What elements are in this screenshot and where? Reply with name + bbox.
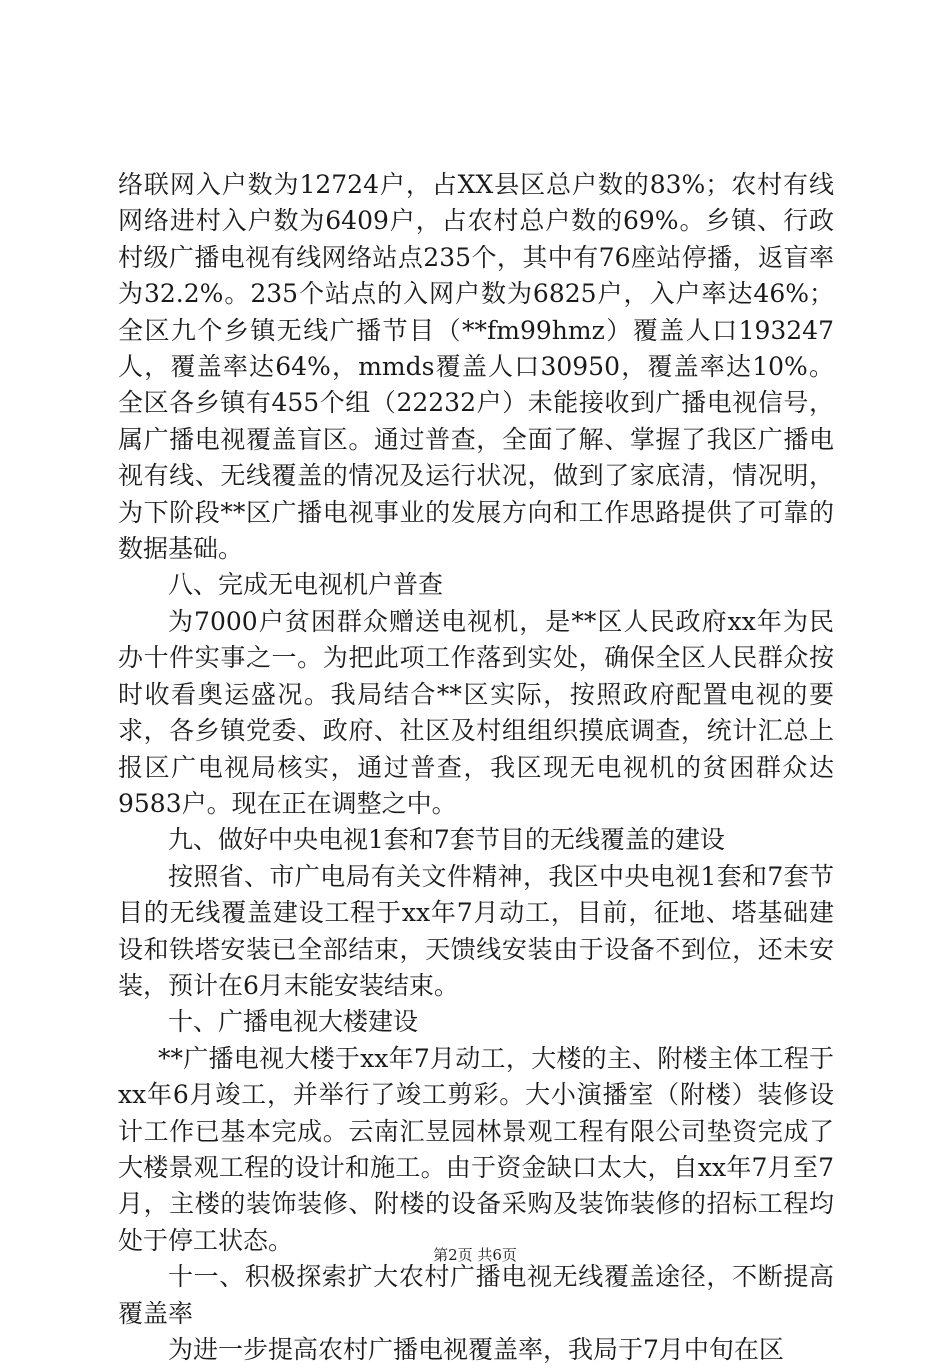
heading-section-11: 十一、积极探索扩大农村广播电视无线覆盖途径，不断提高覆盖率 xyxy=(118,1262,834,1328)
heading-section-10: 十、广播电视大楼建设 xyxy=(168,1007,419,1037)
paragraph-coverage-stats: 络联网入户数为12724户，占XX县区总户数的83%；农村有线网络进村入户数为6409户，占农村总户数的69%。乡镇、行政村级广播电视有线网络站点235个，其中有76座站停播，返盲率为32.2%。235个站点的入网户数为6825户，入户率达46%；全区九个乡镇无线广播节目（**fm99hmz）覆盖人口193247人，覆盖率达64%，mmds覆盖人口30950，覆盖率达10%。全区各乡镇有455个组（22232户）未能接收到广播电视信号，属广播电视覆盖盲区。通过普查，全面了解、掌握了我区广播电视有线、无线覆盖的情况及运行状况，做到了家底清，情况明，为下阶段**区广播电视事业的发展方向和工作思路提供了可靠的数据基础。 xyxy=(118,170,834,564)
heading-section-9: 九、做好中央电视1套和7套节目的无线覆盖的建设 xyxy=(168,825,725,855)
document-body xyxy=(118,167,834,1368)
page-number-footer: 第2页 共6页 xyxy=(433,1246,517,1264)
paragraph-cctv-coverage: 按照省、市广电局有关文件精神，我区中央电视1套和7套节目的无线覆盖建设工程于xx年7月动工，目前，征地、塔基础建设和铁塔安装已全部结束，天馈线安装由于设备不到位，还未安装，预计在6月末能安装结束。 xyxy=(118,861,834,1000)
paragraph-building-construction: **广播电视大楼于xx年7月动工，大楼的主、附楼主体工程于xx年6月竣工，并举行了竣工剪彩。大小演播室（附楼）装修设计工作已基本完成。云南汇昱园林景观工程有限公司垫资完成了大楼景观工程的设计和施工。由于资金缺口太大，自xx年7月至7月，主楼的装饰装修、附楼的设备采购及装饰装修的招标工程均处于停工状态。 xyxy=(118,1043,834,1255)
paragraph-tv-survey: 为7000户贫困群众赠送电视机，是**区人民政府xx年为民办十件实事之一。为把此项工作落到实处，确保全区人民群众按时收看奥运盛况。我局结合**区实际，按照政府配置电视的要求，各乡镇党委、政府、社区及村组组织摸底调查，统计汇总上报区广电视局核实，通过普查，我区现无电视机的贫困群众达9583户。现在正在调整之中。 xyxy=(118,606,834,818)
paragraph-rural-coverage: 为进一步提高农村广播电视覆盖率，我局于7月中旬在区 xyxy=(168,1335,784,1364)
heading-section-8: 八、完成无电视机户普查 xyxy=(168,570,444,600)
